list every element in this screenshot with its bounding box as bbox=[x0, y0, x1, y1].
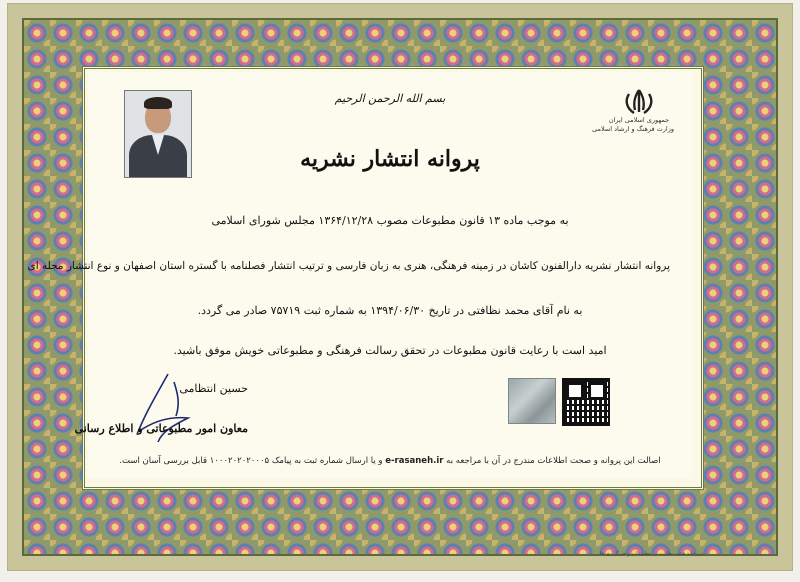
signer-role: معاون امور مطبوعاتی و اطلاع رسانی bbox=[74, 422, 248, 435]
verification-note bbox=[98, 456, 682, 466]
body-line-2: پروانه انتشار نشریه دارالفنون کاشان در زمینه فرهنگی، هنری به زبان فارسی و ترتیب انتشار فصلنامه با گستره استان اصفهان و نوع انتشار مجله ای bbox=[27, 260, 670, 272]
verification-note-before: اصالت این پروانه و صحت اطلاعات مندرج در آن با مراجعه به bbox=[446, 456, 661, 466]
body-line-1: به موجب ماده ۱۳ قانون مطبوعات مصوب ۱۳۶۴/۱۲/۲۸ مجلس شورای اسلامی bbox=[211, 214, 569, 227]
body-line-3: به نام آقای محمد نظافتی در تاریخ ۱۳۹۴/۰۶/۳۰ به شماره ثبت ۷۵۷۱۹ صادر می گردد. bbox=[197, 304, 583, 317]
body-line-4: امید است با رعایت قانون مطبوعات در تحقق رسالت فرهنگی و مطبوعاتی خویش موفق باشید. bbox=[173, 344, 607, 357]
emblem-line-2: وزارت فرهنگ و ارشاد اسلامی bbox=[592, 125, 674, 133]
bismillah: بسم الله الرحمن الرحیم bbox=[334, 92, 446, 105]
verification-note-after: و یا ارسال شماره ثبت به پیامک ۱۰۰۰۲۰۲۰۲۰۰۰۵ قابل بررسی آسان است. bbox=[119, 456, 383, 466]
hologram-seal bbox=[508, 378, 556, 424]
qr-code bbox=[562, 378, 610, 426]
signer-name: حسین انتظامی bbox=[179, 382, 248, 395]
certificate-title: پروانه انتشار نشریه bbox=[300, 146, 480, 172]
bottom-imprint: دبیرخانه هیئت نظارت بر مطبوعات و خبرگزاری ها bbox=[600, 551, 704, 557]
verification-url[interactable]: e-rasaneh.ir bbox=[385, 456, 444, 466]
emblem-line-1: جمهوری اسلامی ایران bbox=[608, 116, 670, 124]
certificate-body bbox=[27, 72, 692, 478]
signature-block bbox=[74, 372, 248, 452]
